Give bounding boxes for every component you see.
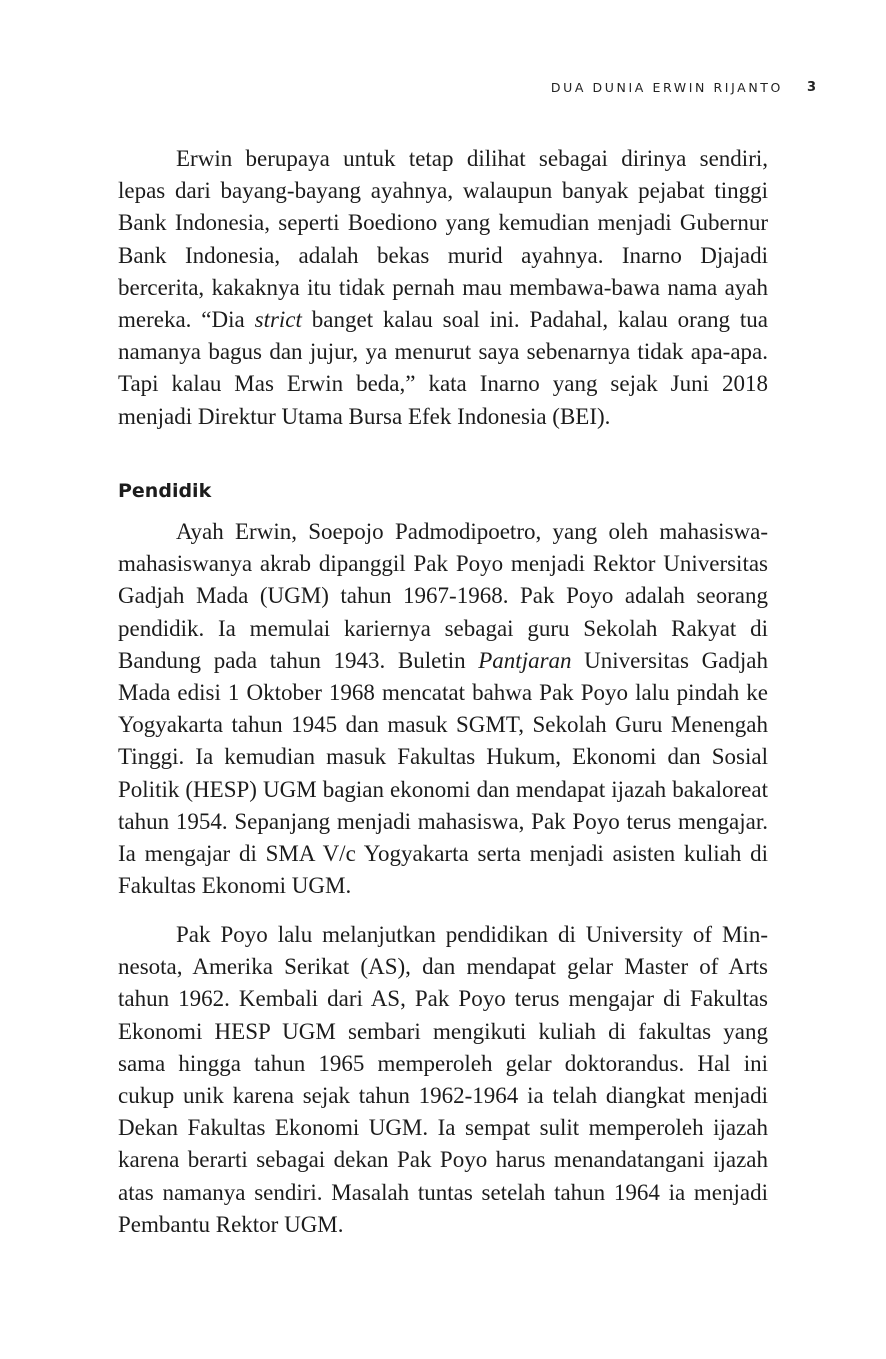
paragraph-text: Ayah Erwin, Soepojo Padmodipoetro, yang oleh mahasiswa-mahasiswanya akrab dipanggil Pak Poyo menjadi Rektor Universitas Gadjah Mada (UGM) tahun 1967-1968. Pak Poyo adalah seorang pendidik. Ia memulai kariernya sebagai guru Sekolah Rakyat di Bandung pada tahun 1943. Buletin Pantjaran Universitas Gadjah Mada edisi 1 Oktober 1968 mencatat bahwa Pak Poyo lalu pindah ke Yogyakarta tahun 1945 dan masuk SGMT, Sekolah Guru Menengah Tinggi. Ia kemudian masuk Fakultas Hukum, Ekonomi dan Sosial Politik (HESP) UGM bagian ekonomi dan mendapat ijazah bakaloreat tahun 1954. Sepanjang menjadi mahasiswa, Pak Poyo terus mengajar. Ia mengajar di SMA V/c Yogyakarta serta menjadi asisten kuliah di Fakultas Ekonomi UGM.	[118, 519, 768, 899]
italic-term: strict	[254, 307, 302, 333]
paragraph-2	[118, 516, 768, 902]
running-head-title: DUA DUNIA ERWIN RIJANTO	[550, 80, 783, 95]
running-head	[551, 80, 816, 95]
paragraph-3	[118, 919, 768, 1241]
paragraph-1	[118, 143, 768, 433]
section-heading: Pendidik	[118, 480, 212, 502]
paragraph-text: Pak Poyo lalu melanjutkan pendidikan di University of Minnesota, Amerika Serikat (AS), dan mendapat gelar Master of Arts tahun 1962. Kembali dari AS, Pak Poyo terus mengajar di Fakultas Ekonomi HESP UGM sembari mengikuti kuliah di fakultas yang sama hingga tahun 1965 memperoleh gelar doktorandus. Hal ini cukup unik karena sejak tahun 1962-1964 ia telah diangkat menjadi Dekan Fakultas Ekonomi UGM. Ia sempat sulit memperoleh ijazah karena berarti sebagai dekan Pak Poyo harus menandatangani ijazah atas namanya sendiri. Masalah tuntas setelah tahun 1964 ia menjadi Pembantu Rektor UGM.	[118, 922, 768, 1237]
paragraph-text: Erwin berupaya untuk tetap dilihat sebagai dirinya sendiri, lepas dari bayang-bayang ayahnya, walaupun banyak pejabat tinggi Bank Indonesia, seperti Boediono yang kemudian menjadi Gubernur Bank Indonesia, adalah bekas murid ayahnya. Inarno Djajadi bercerita, kakaknya itu tidak pernah mau membawa-bawa nama ayah mereka. “Dia strict banget kalau soal ini. Padahal, kalau orang tua namanya bagus dan jujur, ya menurut saya sebenarnya tidak apa-apa. Tapi kalau Mas Erwin beda,” kata Inarno yang sejak Juni 2018 menjadi Direktur Utama Bursa Efek Indonesia (BEI).	[118, 146, 769, 429]
italic-term: Pantjaran	[478, 647, 572, 673]
page-number: 3	[806, 80, 816, 95]
